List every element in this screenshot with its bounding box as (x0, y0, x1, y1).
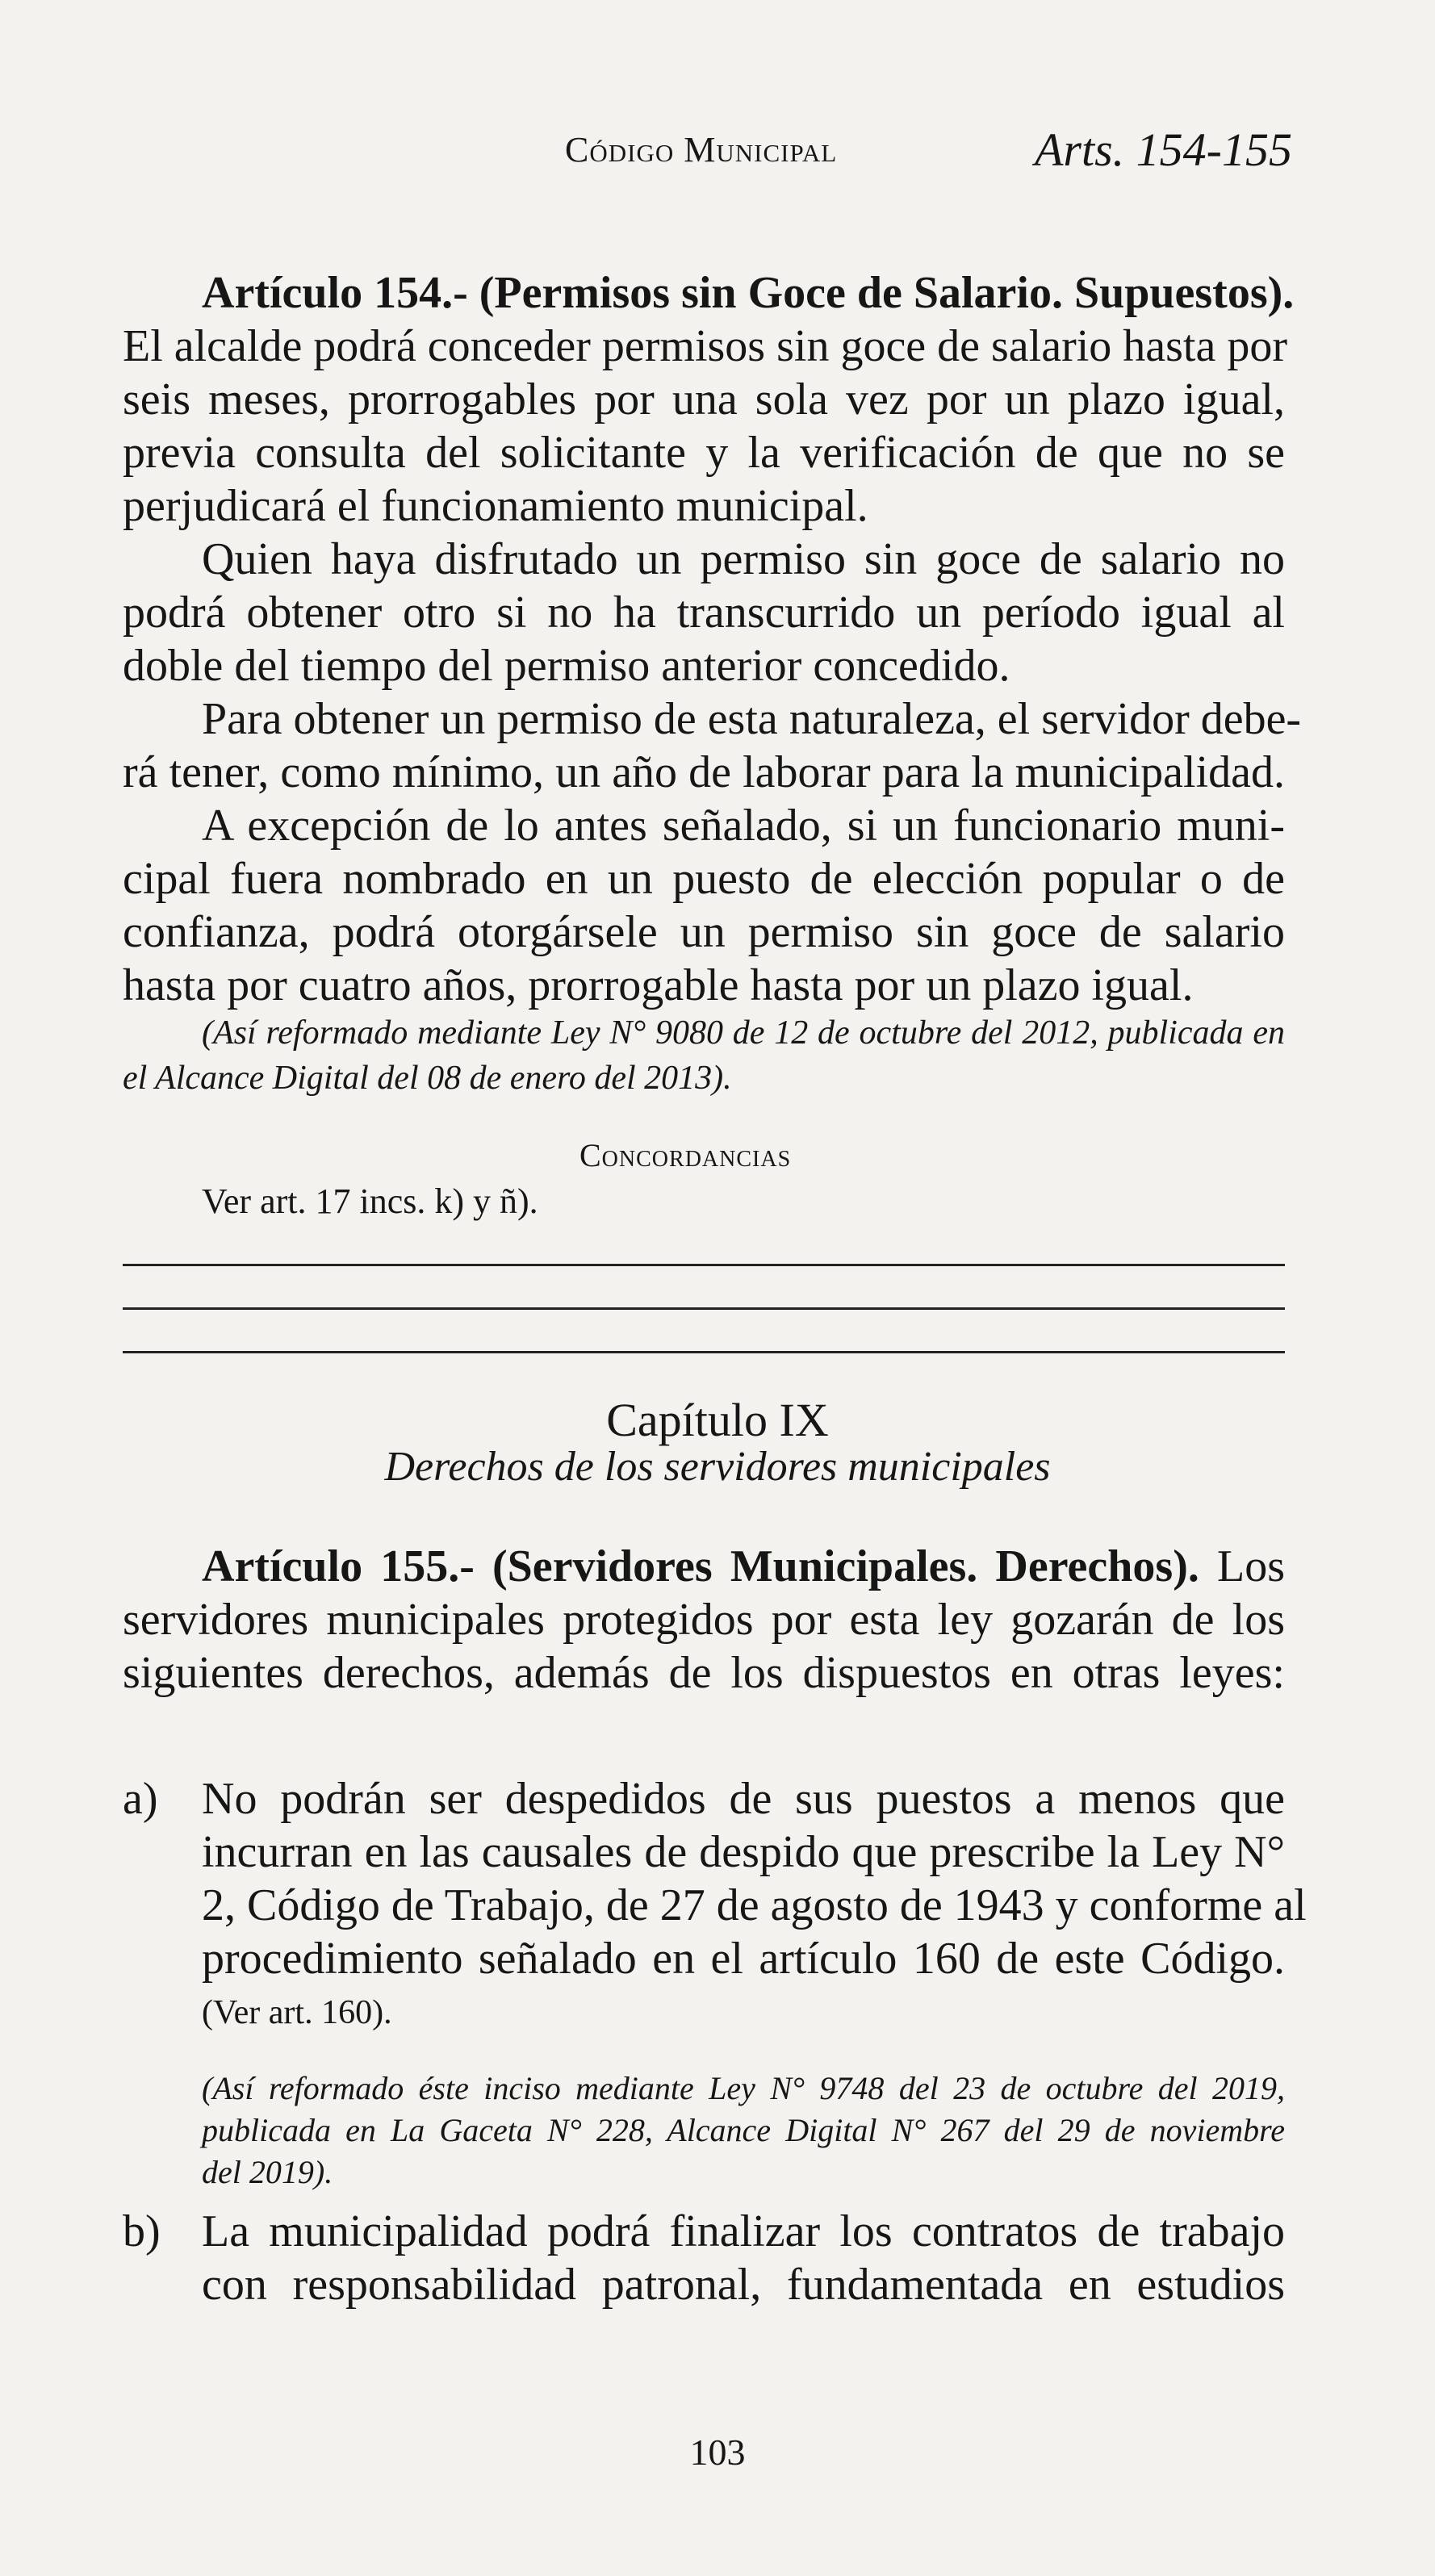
article-155-heading-continuation: Los (1217, 1541, 1285, 1591)
article-154-p4-line: A excepción de lo antes señalado, si un funcionario muni- (202, 801, 1285, 851)
article-155-intro-line: servidores municipales protegidos por esta ley gozarán de los (123, 1595, 1285, 1645)
chapter-title: Capítulo IX (606, 1394, 829, 1446)
article-154-p2-line: Quien haya disfrutado un permiso sin goce de salario no (202, 534, 1285, 584)
article-155-heading-text: Artículo 155.- (Servidores Municipales. Derechos). (202, 1541, 1199, 1591)
article-154-p3-line: Para obtener un permiso de esta naturaleza, el servidor debe- (202, 694, 1302, 744)
item-a-reform-note: publicada en La Gaceta N° 228, Alcance Digital N° 267 del 29 de noviembre (202, 2112, 1285, 2148)
item-b-line: La municipalidad podrá finalizar los contratos de trabajo (202, 2206, 1285, 2256)
item-a-line: 2, Código de Trabajo, de 27 de agosto de 1943 y conforme al (202, 1880, 1307, 1930)
article-154-p1-line: perjudicará el funcionamiento municipal. (123, 481, 868, 531)
list-marker-b: b) (123, 2206, 161, 2256)
running-header-articles: Arts. 154-155 (1035, 123, 1292, 176)
article-154-p1-line: previa consulta del solicitante y la verificación de que no se (123, 428, 1285, 478)
item-a-reform-note: del 2019). (202, 2154, 333, 2190)
item-a-line: incurran en las causales de despido que prescribe la Ley N° (202, 1827, 1285, 1877)
item-a-reform-note: (Así reformado éste inciso mediante Ley N° 9748 del 23 de octubre del 2019, (202, 2070, 1285, 2106)
page-number: 103 (689, 2432, 746, 2473)
concordancias-heading: Concordancias (579, 1137, 792, 1173)
article-154-reform-note: el Alcance Digital del 08 de enero del 2013). (123, 1060, 732, 1097)
article-154-p4-line: confianza, podrá otorgársele un permiso sin goce de salario (123, 907, 1285, 957)
list-marker-a: a) (123, 1774, 158, 1824)
article-154-p4-line: cipal fuera nombrado en un puesto de elección popular o de (123, 854, 1285, 904)
item-a-article-reference: (Ver art. 160). (202, 1994, 392, 2031)
article-154-p2-line: podrá obtener otro si no ha transcurrido un período igual al (123, 588, 1285, 638)
separator-rule (123, 1264, 1285, 1266)
separator-rule (123, 1307, 1285, 1310)
article-155-heading (202, 1540, 1285, 1593)
article-154-p4-line: hasta por cuatro años, prorrogable hasta por un plazo igual. (123, 960, 1194, 1010)
concordancias-reference: Ver art. 17 incs. k) y ñ). (202, 1181, 538, 1221)
item-a-line: procedimiento señalado en el artículo 160 de este Código. (202, 1934, 1285, 1984)
article-154-p2-line: doble del tiempo del permiso anterior concedido. (123, 641, 1010, 691)
article-154-p1-line: El alcalde podrá conceder permisos sin goce de salario hasta por (123, 321, 1287, 371)
item-b-line: con responsabilidad patronal, fundamentada en estudios (202, 2260, 1285, 2310)
article-154-heading (202, 266, 1295, 320)
separator-rule (123, 1351, 1285, 1353)
article-154-heading-text: Artículo 154.- (Permisos sin Goce de Salario. Supuestos). (202, 268, 1295, 318)
article-155-intro-line: siguientes derechos, además de los dispuestos en otras leyes: (123, 1648, 1285, 1698)
article-154-reform-note: (Así reformado mediante Ley N° 9080 de 12 de octubre del 2012, publicada en (202, 1014, 1285, 1052)
article-154-p3-line: rá tener, como mínimo, un año de laborar para la municipalidad. (123, 747, 1285, 797)
running-header-title: Código Municipal (565, 130, 838, 169)
chapter-subtitle: Derechos de los servidores municipales (384, 1444, 1051, 1490)
item-a-line: No podrán ser despedidos de sus puestos a menos que (202, 1774, 1285, 1824)
article-154-p1-line: seis meses, prorrogables por una sola vez por un plazo igual, (123, 374, 1285, 424)
